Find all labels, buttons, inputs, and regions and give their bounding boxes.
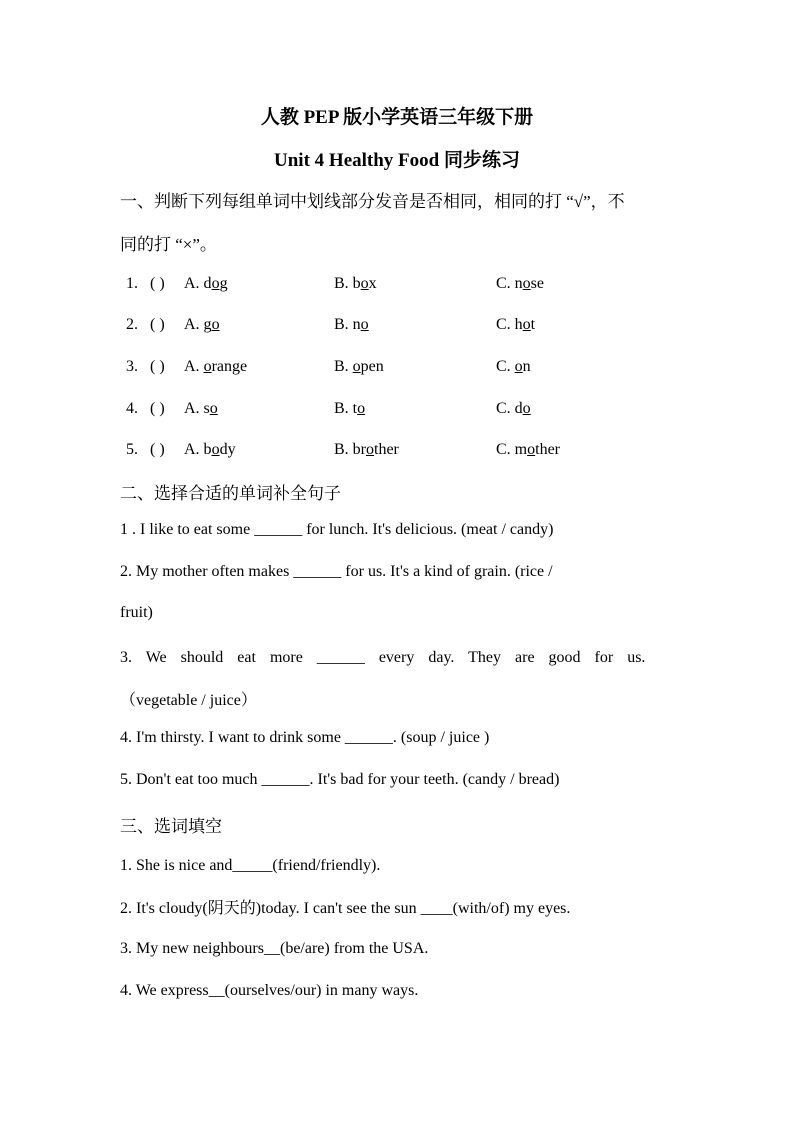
option-a: A. orange	[184, 358, 248, 375]
option-a: A. body	[184, 441, 236, 458]
option-c: C. nose	[496, 275, 544, 292]
option-b: B. no	[334, 316, 369, 333]
sentence-item-continued: （vegetable / juice）	[120, 692, 257, 709]
sentence-item: 4. I'm thirsty. I want to drink some ______. (soup / juice )	[120, 729, 490, 746]
row-number: 1.	[126, 275, 138, 292]
fill-in-item: 4. We express__(ourselves/our) in many ways.	[120, 982, 419, 999]
section3-heading: 三、选词填空	[120, 817, 222, 836]
sentence-item: 3. We should eat more ______ every day. They are good for us.	[120, 649, 646, 666]
row-number: 4.	[126, 400, 138, 417]
answer-blank: ( )	[150, 316, 165, 333]
option-c: C. do	[496, 400, 531, 417]
answer-blank: ( )	[150, 275, 165, 292]
sentence-item: 2. My mother often makes ______ for us. It's a kind of grain. (rice /	[120, 563, 553, 580]
pronunciation-row	[126, 400, 686, 424]
row-number: 2.	[126, 316, 138, 333]
section1-heading-line2: 同的打 “×”。	[120, 235, 217, 254]
row-number: 5.	[126, 441, 138, 458]
pronunciation-row	[126, 316, 686, 340]
option-c: C. on	[496, 358, 531, 375]
option-c: C. mother	[496, 441, 560, 458]
sentence-item: 1 . I like to eat some ______ for lunch. It's delicious. (meat / candy)	[120, 521, 554, 538]
page-title: 人教 PEP 版小学英语三年级下册	[260, 107, 534, 128]
option-a: A. so	[184, 400, 218, 417]
option-b: B. to	[334, 400, 366, 417]
section2-heading: 二、选择合适的单词补全句子	[120, 484, 341, 503]
page-subtitle: Unit 4 Healthy Food 同步练习	[274, 150, 520, 171]
option-b: B. brother	[334, 441, 399, 458]
option-c: C. hot	[496, 316, 536, 333]
pronunciation-row	[126, 358, 686, 382]
fill-in-item: 1. She is nice and_____(friend/friendly).	[120, 857, 381, 874]
option-b: B. box	[334, 275, 377, 292]
pronunciation-row	[126, 441, 686, 465]
sentence-item-continued: fruit)	[120, 604, 153, 621]
fill-in-item: 3. My new neighbours__(be/are) from the USA.	[120, 940, 429, 957]
fill-in-item: 2. It's cloudy(阴天的)today. I can't see the sun ____(with/of) my eyes.	[120, 900, 571, 917]
option-a: A. go	[184, 316, 220, 333]
answer-blank: ( )	[150, 358, 165, 375]
option-a: A. dog	[184, 275, 228, 292]
row-number: 3.	[126, 358, 138, 375]
pronunciation-row	[126, 275, 686, 299]
answer-blank: ( )	[150, 400, 165, 417]
answer-blank: ( )	[150, 441, 165, 458]
option-b: B. open	[334, 358, 384, 375]
sentence-item: 5. Don't eat too much ______. It's bad for your teeth. (candy / bread)	[120, 771, 560, 788]
section1-heading-line1: 一、判断下列每组单词中划线部分发音是否相同，相同的打 “√”，不	[120, 192, 625, 211]
